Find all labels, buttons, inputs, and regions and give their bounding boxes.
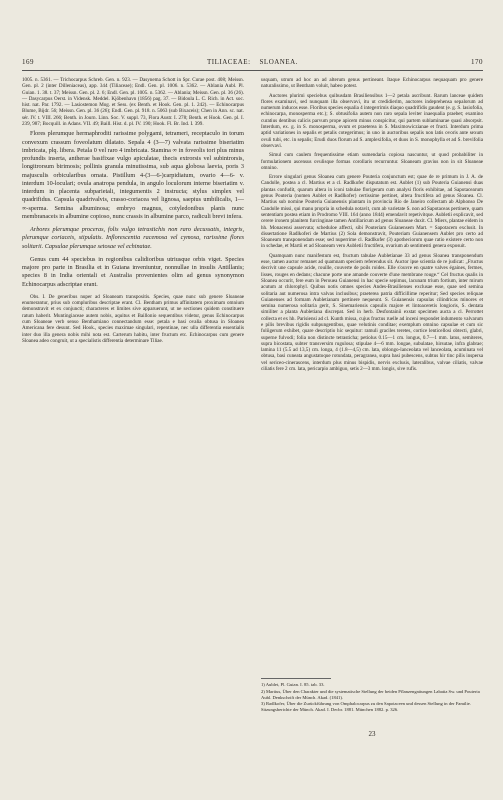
habit-description: Arbores plerumque proceras, folis vulgo tetrastichis non raro decussatis, integris, plerumque coriaceis, stipulatis. Inflorescentia racemosa vel cymosa, rarissime flores solitarii. Capsulae plerumque setosae vel echinatae.: [22, 226, 244, 250]
header-rule: [22, 70, 483, 71]
page-number-left: 169: [22, 58, 34, 66]
footnotes: [261, 678, 483, 714]
page-number-right: 170: [471, 58, 483, 66]
document-page: [22, 58, 483, 758]
synonymy-paragraph: 1005. n. 5361. — Trichocarpus Schreb. Gen. n. 923. — Dasynema Schott in Spr. Curae post. 408; Meissn. Gen. pl. 2 (inter Dilleniaceas), app. 344 (Tiliaceae); Endl. Gen. pl. 1006. n. 5362. — Ablania Aubl. Pl. Guian. 1. 38. t. 37; Meissn. Gen. pl. 2. 6; Endl. Gen. pl. 1005. n. 5362. — Ablania; Meissn. Gen. pl. 36 (26). — Dasycarpus Oerst. in Vidensk. Meddel. Kjöbenhavn (1856) pag. 37. — Bidoula L. C. Rich. in Act. soc. hist. nat. Par. 1792. — Lasiostemon Mog. et Sess. (ex Benth. et Hook. Gen. pl. 1. 242). — Echinocarpus Blume, Bijdr. 56; Meissn. Gen. pl. 36 (26); Endl. Gen. pl. 918. n. 5063 (sub Bixaceis); Chen in Ann. sc. nat. sér. IV. t. VIII. 266; Benth. in Journ. Linn. Soc. V. suppl. 73, Flora Austr. I. 278; Benth. et Hook. Gen. pl. I. 239, 987; Bocquill. in Adans. VII. 49; Baill. Hist. d. pl. IV. 190; Hook. Fl. Br. Ind. I. 399.: [22, 77, 244, 128]
right-paragraph-3: Simul cum caulem frequentissime etiam sumendaria copiosa nascuntur, ut quod probabiliter in formulationem ascensus ovulisque formas corollaris recurruntur. Sloaneam gravius non in sit Sloaneae omnino.: [261, 152, 483, 171]
footnote-3: 3) Radlkofer, Über die Zurückführung von Omphalocarpus zu den Sapotaceen und dessen Stellung in der Familie. Sitzungsberichte der Münch. Akad. I. Decbr. 1881. München 1882. p. 326.: [261, 701, 471, 713]
right-paragraph-1: usquam, utrum ad hoc an ad alterum genus pertineant. Itaque Echinocarpus nequaquam pro genere naturalissimo, ut Bentham voluit, habeo potest.: [261, 77, 483, 90]
running-header: [22, 58, 483, 70]
distribution-paragraph: Genus cum 44 speciebus in regionibus calidioribus utriusque orbis viget. Species majore pro parte in Brasilia et in Guiana inveniuntur, nonnullae in insulis Antillanis; species 8 in India orientali et Australia provenientes olim ad genus synonymon Echinocarpus adscriptae erant.: [22, 255, 244, 288]
right-paragraph-4: Errore singulari genus Sloanea cum genere Pouteria conjunctum est; quae de re primum in J. A. de Candolle, postea a cl. Martius et a cl. Radlkofer disputatum est. Aublet (1) sub Pouteria Guianensi duas plantas confudit, quarum altera in iconi tabulae florigeram cum analysi floris exhibitae, ad Sapotacearum genus Pouteria (nomen Aublet et Radlkofer) certissime pertinet, altera fructifera ad genus Sloanea. Cl. Martius sub nomine Pouteria Guianensis plantam in provincia Rio de Janeiro collectam ab Alphonso De Candolle missi, qui manu propria in schedula notavit, cum ab varietate S. non ad Sapotaceas pertinere, quam sententiam postea etiam in Prodromo VIII. 164 (anno 1844) emendavit repetivitque. Aubletii explicavit, sed cerere ironem planitem furcinginae tamen Antillaricum ad genus Sloaneae duxit. Cl. Miers, plantae eidem in hh. Monacensi asservata; scheduloe affecti, sibi Pouteriam Guianensem Mart. = Sapotacem exclusit. In dissertatione Radlkoferi de Martius (2) Sola demonstravit, Pouteriam Guianensem Aublet pro certo ad Sloaneam transponendam esse; sed nuperrime cl. Radlkofer (3) apotheciorum quae ratio existere certo non in schedae, et Martii et ad Sloaneam vero Aubletii fructifera, ovarium ab sentimenti genera exposuit.: [261, 174, 483, 250]
running-title-right: SLOANEA.: [259, 58, 298, 66]
page-number: 23: [368, 730, 376, 738]
right-column: [261, 77, 483, 375]
right-paragraph-2: Auctores plurimi speciebus quibusdam Brasiliensibus 1—2 petala ascribunt. Rarum lanceae quidem flores examinavi, sed nunquam illa observavi, itu ut credidierim, auctores indeprehensa sepalorum ad numerum inducos esse. Floribus species equalia 4 integerrimis diaquo quadrifidis gaudent (e. g. S. lasiofolia, echinocarpa, monosperma etc.); S. obtusifolia autem non raro sepala leviter inaequalia praebet; examino curatius dentibus calicis parvum prope apicem minus conspicitur, qui partem sublaminarae quasi absorpsit. Interdum, ex. g. in S. monosperma, ovum et praeterea in S. Maximowiczianae et fructi. Interdum prima aptid variationes in sepalis et petalis cotegerimus; in uno in auctoribus sepalis non latis ovoris ante sexum ovuli tubi, etc. in sepalis; Erudi duos florum ad S. amplexifolia, et duos in S. monophylla et ad S. brevifolia observavi.: [261, 92, 483, 149]
footnote-rule: [261, 678, 331, 679]
footnote-1: 1) Aublet, Pl. Guian. I. 85. tab. 33.: [261, 682, 325, 687]
running-title-left: TILIACEAE:: [207, 58, 251, 66]
footnote-2: 2) Martius, Über den Charakter und die systematische Stellung der beiden Pflanzengattungen Labatia Sw. und Pouteria Aubl. Denkschrift der Münch. Akad. (1841).: [261, 688, 480, 700]
observation-paragraph: Obs. I. De generibus nuper ad Sloaneam transpositis. Species, quae nunc sub genere Sloaneae enumerantur, prius sub compluribus descriptae erant. Cl. Bentham primus affinitatem proximam omnium demonstravit et ex conjuncti; characteres et limites sive apparuerunt, ut ne sectiones quidem constituere ratum haberit. Muntingiaceae autem nobis, aquitus et Baillonio sequentibus videtur, genus Echinocarpus cum Sloaneae verb senso Benthamiano connectandum esse: petala e basi ovalia obtusa in Sloanea Americana fere desunt. Sed Hook., species maximae singulari, repentinae, nec ulla differentia essentialis inter duo illa genera nobis mihi nota est. Carterum habitu, inter fructum etc. Echinocarpus cum genere Sloanea adeo congruit, ut a specialistis differentia determinare Tiliae.: [22, 293, 244, 344]
floral-description: Flores plerumque hermaphroditi rarissime polygami, tetrameri, receptaculo in torum convexum crassum foveolatum dilatato. Sepala 4 (3—7) valvata rarissime biseriatim imbricata, plq. libera. Petala 0 vel raro 4 imbricata. Stamina ∞ in foveolis tori plus minus profundis inserta, antherae basifixae vulgo apiculatae, thecis extrorsis vel subintrorsis, longitrorsum birimosis; pollinis granula minutissima, sub aqua globosa laevia, poris 3 majusculis orbicularibus ornata. Pistillum 4-(3—6-)carpidiatum, ovario 4—6- v. interdum 10-loculari; ovula anatropa pendula, in angulo loculorum interne biseriatim v. interdum in placenta subparietali, integumentis 2 instructa; stylus simplex vel quadrifidus. Capsula quadrivalvis, crasso-coriacea vel lignosa, saepius umbilicalis, 1—∞-sperma. Semina albuminosa; embryo magnus, cotyledonibus planis nunc membranaceis in albumine copioso, nunc crassis in albumine parco, radiculi brevi infera.: [22, 130, 244, 220]
left-column: [22, 77, 244, 347]
right-paragraph-5: Quamquam nunc manifestum est, fructum tabulae Aubletianae 33 ad genus Sloanea transponendum esse, tamen auctor remanet ad quamnam speciem referendus sit. Auctor ipse scientia de re judicat: „Fructus decrivit une capsule acide, rouille, couverte de poils roides. Elle s'ouvre en quatre valves égaines, fermes, lisses, rouges en dedans; chacune porte une amande couverte d'une membrane rouge.“ Cel fructus qualis in Sloanea occurit, fere eum in Perouea Guianensi in hac specie sepimus, lacunam trium fortium, inter mirum acutum at chlorophyl. Quibus notis omnes species Andes-Brasilienses exclusae esse, quae sed semina solitaria aut numerosa intra valvas inclusibus; praeterea patria difficillime reperitur; Sed species reliquae Guianenses ad formam Aubletianam pertinere nequeunt. S. Guianensis capsulas cilindricas minores et semina numerosa solitaria gerit, S. Sinemariensis capsulis majore et lintoaceretis longioris, S. dentata similiter a planta Aubletiana discrepat. Sed in herb. Desfontainii exstat specimen aucta a cl. Perrottet collecta et ex hh. Parisiensi ad cl. Kunth missa, cujus fructus ruelle ad inceni respondet indumento valvarum e pilis brevibus rigidis subpungentibus, quae velutinis conditae; exemplum omnino capsulae et cum sic foliigerum exhibet, quare descriptio hic sequitur: ramuli graciles teretes, cortice lenticellosi obtecti, glabri, superne fulvodi; folia non distincte tetrasticha; petiolus 0.15—1 cm. longus, 0.7—1 mm. latus, semiteres, supra bicostata, subter transversim rugulosa; stipulae 4—6 mm. longae, subulatae, hirsutae, infra glabrae; lamina 11 (5.5 ad 13,5) cm. longa, 4 (1.8—4,5) cm. lata, oblongo-lanceolata vel lanceolata, acuminata vel obtusa, basi cuneata angustatoque rotundata, peragranea, supra basi pubescens, subtus hir tinc pilis inspersa vel sericeo-cinerascens, interdum plus minus bispidis, nervis exclusis, lateralibus, valvae ciliatis, valvae ciliatis fere 2 cm. lata, pericarpio ambiguo, setis 2—3 mm. longis, sive rufis.: [261, 252, 483, 373]
running-title: [22, 58, 483, 66]
